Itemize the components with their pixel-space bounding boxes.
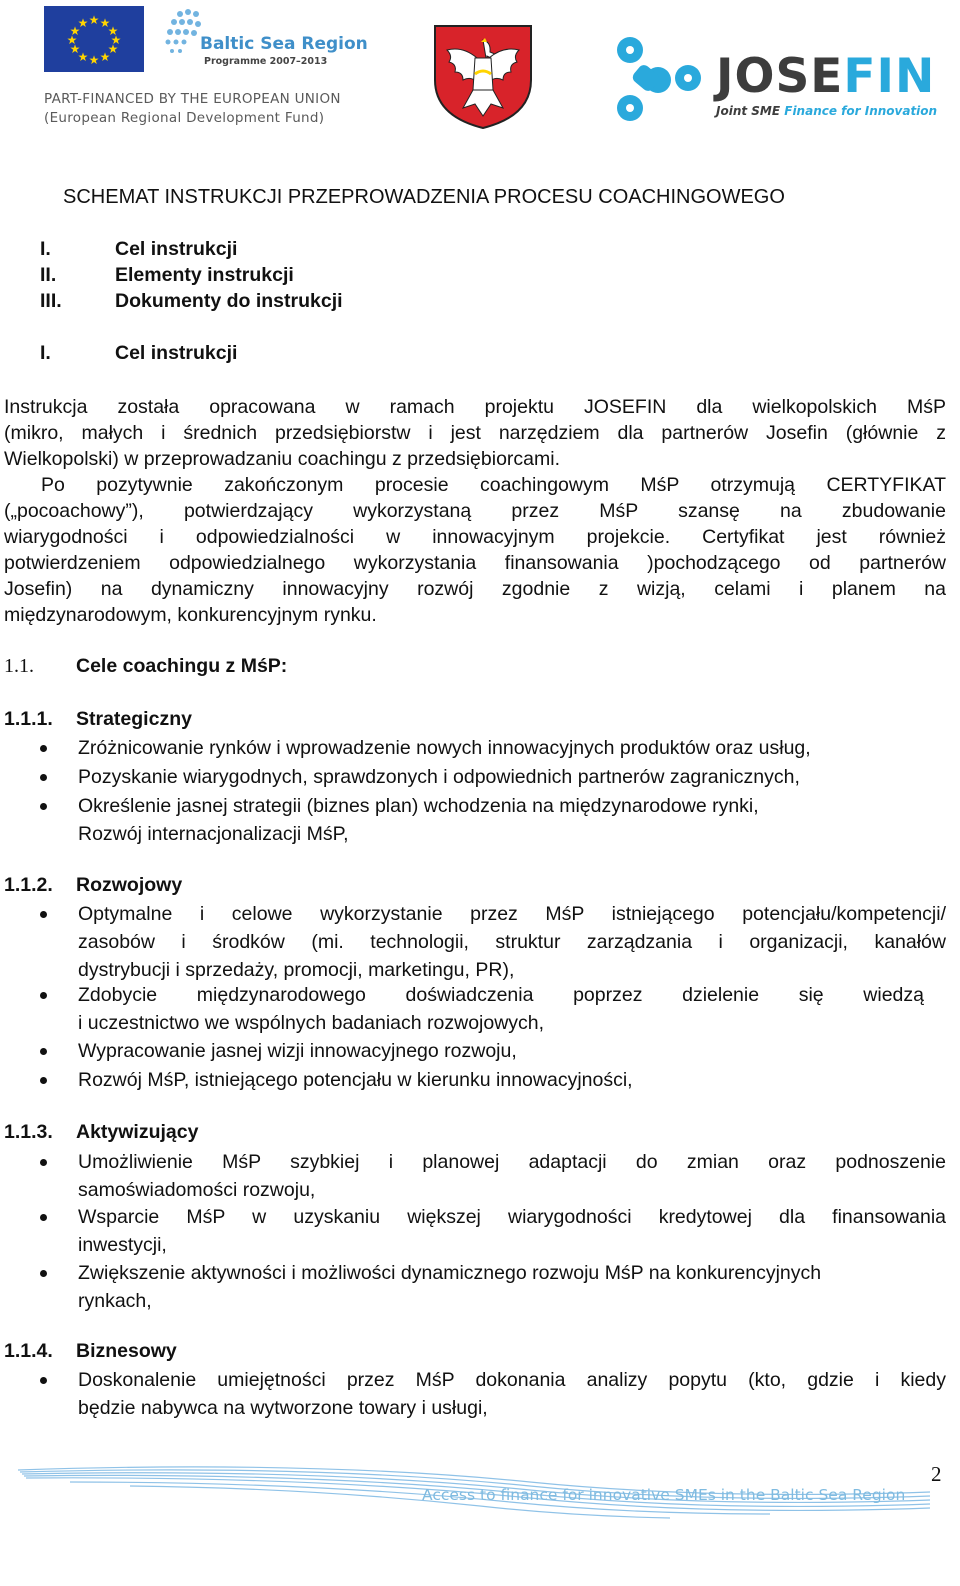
josefin-tagline-a: Joint SME [716,104,785,118]
list-item-line: Umożliwienie MśP szybkiej i planowej adaptacji do zmian oraz podnoszenie [78,1151,946,1173]
list-item-line: Zwiększenie aktywności i możliwości dynamicznego rozwoju MśP na konkurencyjnych [78,1262,822,1284]
josefin-wordmark-fin: FIN [843,49,936,104]
subsection-label: Strategiczny [76,708,192,730]
subsection-number: 1.1.3. [4,1121,53,1143]
svg-text:★: ★ [110,33,122,47]
subsection-label: Biznesowy [76,1340,177,1362]
eu-funding-line-1: PART-FINANCED BY THE EUROPEAN UNION [44,91,341,107]
svg-text:★: ★ [107,42,119,56]
eu-funding-line-2: (European Regional Development Fund) [44,110,325,126]
list-item-line: Rozwój MśP, istniejącego potencjału w kierunku innowacyjności, [78,1069,633,1091]
paragraph-line: wiarygodności i odpowiedzialności w innowacyjnym projekcie. Certyfikat jest również [4,526,946,548]
list-item-line: zasobów i środków (mi. technologii, struktur zarządzania i organizacji, kanałów [78,931,946,953]
svg-text:★: ★ [69,42,81,56]
svg-text:★: ★ [69,24,81,38]
svg-text:★: ★ [99,16,111,30]
intro-paragraph [4,394,946,472]
svg-text:★: ★ [77,50,89,64]
list-item-line: Pozyskanie wiarygodnych, sprawdzonych i odpowiednich partnerów zagranicznych, [78,766,800,788]
bullet-icon [40,1159,47,1166]
certificate-paragraph [4,472,946,628]
josefin-tagline-b: Finance for Innovation [784,104,938,118]
footer-tagline: Access to finance for innovative SMEs in the Baltic Sea Region [422,1486,906,1504]
subsection-label: Aktywizujący [76,1121,199,1143]
svg-text:★: ★ [99,50,111,64]
section-number: I. [40,342,51,364]
list-item-line: Optymalne i celowe wykorzystanie przez MśP istniejącego potencjału/kompetencji/ [78,903,946,925]
bullet-icon [40,1270,47,1277]
paragraph-line: Josefin) na dynamiczny innowacyjny rozwój zgodnie z wizją, celami i planem na [4,578,946,600]
toc-item-number: III. [40,290,62,312]
goals-label: Cele coachingu z MśP: [76,655,288,677]
eu-flag-icon [44,6,144,72]
svg-text:★: ★ [88,13,100,27]
list-item-line: dystrybucji i sprzedaży, promocji, marketingu, PR), [78,959,515,981]
list-item-line: Wsparcie MśP w uzyskaniu większej wiarygodności kredytowej dla finansowania [78,1206,946,1228]
list-item-line: samoświadomości rozwoju, [78,1179,316,1201]
baltic-sea-region-name: Baltic Sea Region [200,34,368,54]
toc-item-number: I. [40,238,51,260]
josefin-logo-icon [608,32,708,124]
list-item-line: Zróżnicowanie rynków i wprowadzenie nowych innowacyjnych produktów oraz usług, [78,737,811,759]
list-item-line: inwestycji, [78,1234,167,1256]
paragraph-line: (mikro, małych i średnich przedsiębiorstw i jest narzędziem dla partnerów Josefin (głównie z [4,422,946,444]
header-logos [0,0,960,140]
bullet-icon [40,1077,47,1084]
bullet-icon [40,745,47,752]
coat-of-arms-icon [433,24,533,130]
section-label: Cel instrukcji [115,342,238,364]
toc-item-label: Dokumenty do instrukcji [115,290,343,312]
josefin-wordmark-jose: JOSE [716,49,844,104]
subsection-label: Rozwojowy [76,874,183,896]
bullet-icon [40,774,47,781]
document-title: SCHEMAT INSTRUKCJI PRZEPROWADZENIA PROCESU COACHINGOWEGO [63,186,785,208]
toc-item-label: Cel instrukcji [115,238,238,260]
subsection-number: 1.1.4. [4,1340,53,1362]
subsection-number: 1.1.1. [4,708,53,730]
svg-text:★: ★ [88,53,100,67]
list-item-line: Doskonalenie umiejętności przez MśP dokonania analizy popytu (kto, gdzie i kiedy [78,1369,946,1391]
page-number: 2 [931,1462,942,1486]
bullet-icon [40,1214,47,1221]
eu-funding-note [44,90,354,128]
subsection-number: 1.1.2. [4,874,53,896]
svg-text:★: ★ [77,16,89,30]
list-item-line: Wypracowanie jasnej wizji innowacyjnego rozwoju, [78,1040,517,1062]
list-item-line: i uczestnictwo we wspólnych badaniach rozwojowych, [78,1012,545,1034]
bullet-icon [40,1048,47,1055]
paragraph-line: („pocoachowy”), potwierdzający wykorzystaną przez MśP szansę na zbudowanie [4,500,946,522]
toc-item-label: Elementy instrukcji [115,264,294,286]
bullet-icon [40,992,47,999]
svg-text:★: ★ [66,33,78,47]
josefin-tagline [716,104,937,118]
paragraph-line: Wielkopolski) w przeprowadzaniu coachingu z przedsiębiorcami. [4,448,560,470]
josefin-wordmark [716,49,936,104]
bullet-icon [40,1377,47,1384]
list-item-line: Rozwój internacjonalizacji MśP, [78,823,349,845]
toc-item-number: II. [40,264,57,286]
paragraph-line: Po pozytywnie zakończonym procesie coachingowym MśP otrzymują CERTYFIKAT [41,474,946,496]
svg-text:★: ★ [107,24,119,38]
bullet-icon [40,803,47,810]
list-item-line: Określenie jasnej strategii (biznes plan) wchodzenia na międzynarodowe rynki, [78,795,759,817]
paragraph-line: potwierdzeniem odpowiedzialnego wykorzystania finansowania )pochodzącego od partnerów [4,552,946,574]
list-item-line: Zdobycie międzynarodowego doświadczenia poprzez dzielenie się wiedzą [78,984,924,1006]
list-item-line: będzie nabywca na wytworzone towary i usługi, [78,1397,488,1419]
goals-number: 1.1. [4,655,34,677]
baltic-sea-region-programme: Programme 2007–2013 [204,56,328,67]
paragraph-line: międzynarodowym, konkurencyjnym rynku. [4,604,377,626]
paragraph-line: Instrukcja została opracowana w ramach projektu JOSEFIN dla wielkopolskich MśP [4,396,946,418]
bullet-icon [40,911,47,918]
list-item-line: rynkach, [78,1290,152,1312]
